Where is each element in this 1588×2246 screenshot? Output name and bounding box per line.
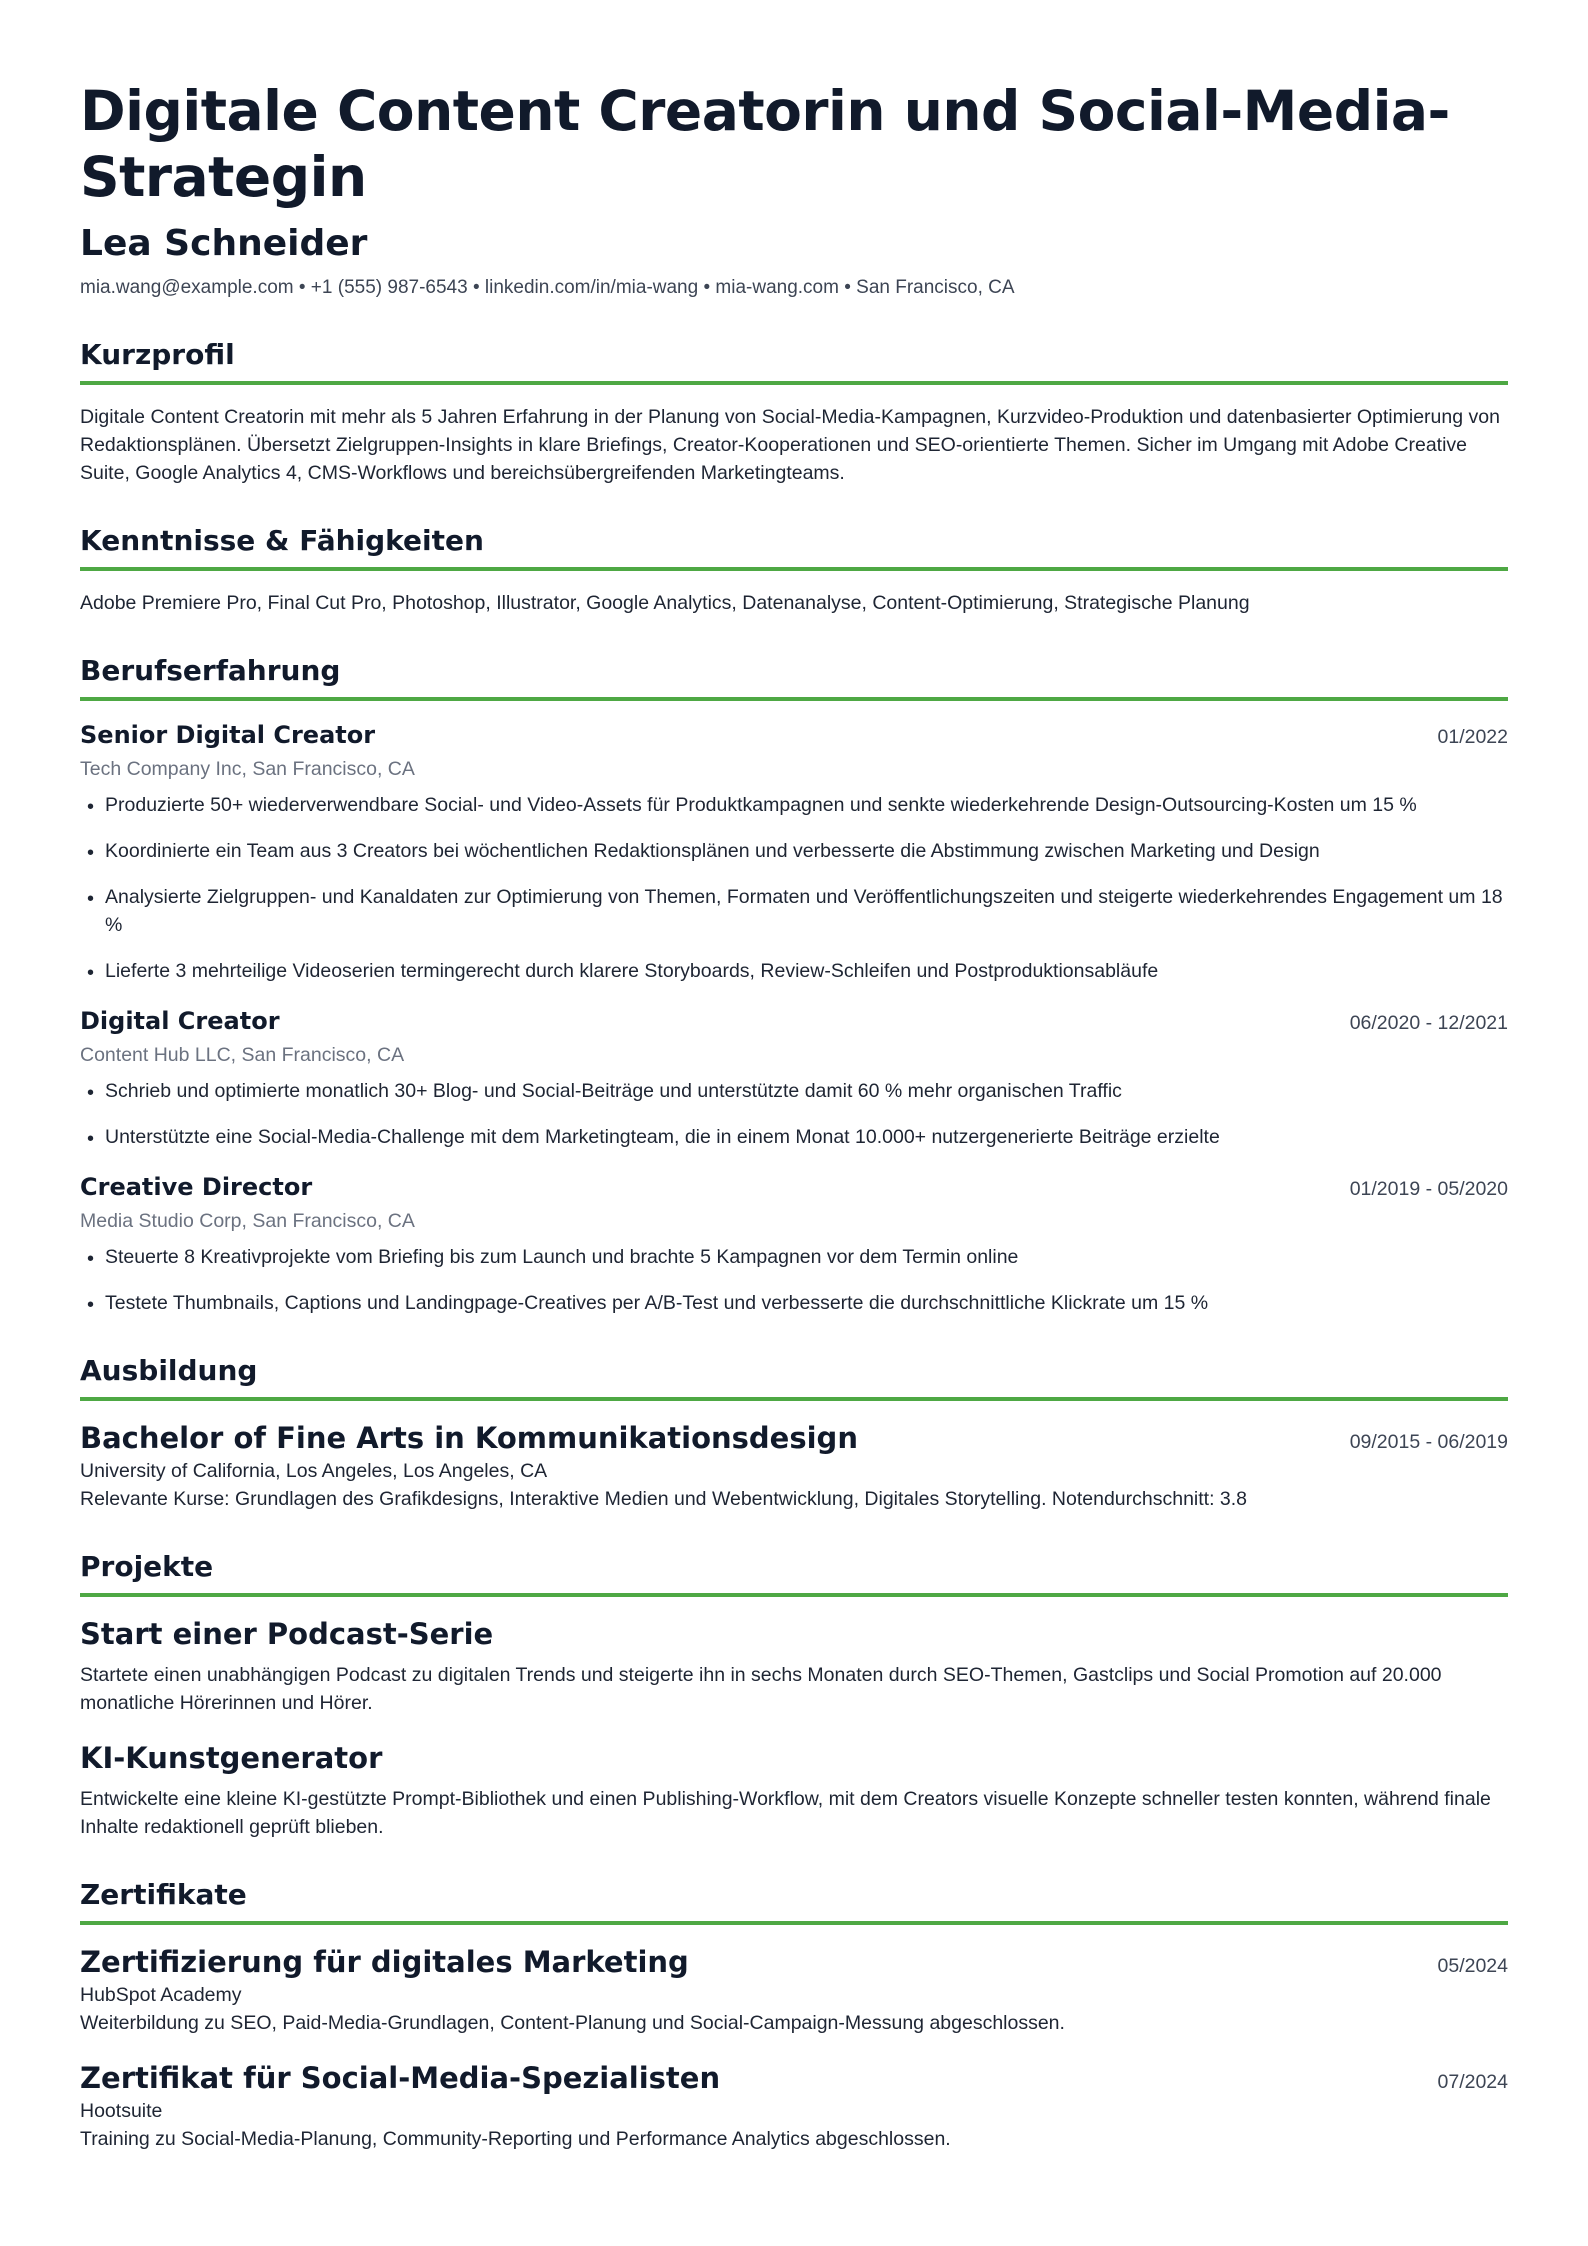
- certificate-date: 05/2024: [1437, 1955, 1508, 1977]
- job-bullet: • Koordinierte ein Team aus 3 Creators bei wöchentlichen Redaktionsplänen und verbesserte die Abstimmung zwischen Marketing und Design: [80, 837, 1508, 865]
- certificate-description: Weiterbildung zu SEO, Paid-Media-Grundlagen, Content-Planung und Social-Campaign-Messung abgeschlossen.: [80, 2012, 1065, 2034]
- projects-heading: Projekte: [80, 1549, 1508, 1597]
- job-bullet: • Steuerte 8 Kreativprojekte vom Briefing bis zum Launch und brachte 5 Kampagnen vor dem Termin online: [80, 1243, 1508, 1271]
- experience-list: [80, 719, 1508, 1317]
- job-bullets: [80, 1077, 1508, 1151]
- job-bullet: • Schrieb und optimierte monatlich 30+ Blog- und Social-Beiträge und unterstützte damit 60 % mehr organischen Traffic: [80, 1077, 1508, 1105]
- experience-heading: Berufserfahrung: [80, 653, 1508, 701]
- job-company: Tech Company Inc, San Francisco, CA: [80, 758, 415, 780]
- certificate-entry: [80, 2059, 1508, 2153]
- certificate-issuer: HubSpot Academy: [80, 1984, 242, 2006]
- job-title: Senior Digital Creator: [80, 721, 376, 749]
- certificate-issuer: Hootsuite: [80, 2100, 163, 2122]
- skills-section: [80, 523, 1508, 617]
- job-date: 01/2022: [1437, 726, 1508, 748]
- job-date: 06/2020 - 12/2021: [1349, 1012, 1508, 1034]
- projects-list: [80, 1615, 1508, 1841]
- skills-heading: Kenntnisse & Fähigkeiten: [80, 523, 1508, 571]
- education-section: [80, 1353, 1508, 1513]
- job-bullet: • Lieferte 3 mehrteilige Videoserien termingerecht durch klarere Storyboards, Review-Schleifen und Postproduktionsabläufe: [80, 957, 1508, 985]
- job-title: Creative Director: [80, 1173, 313, 1201]
- project-description: Startete einen unabhängigen Podcast zu digitalen Trends und steigerte ihn in sechs Monaten durch SEO-Themen, Gastclips und Social Promotion auf 20.000 monatliche Hörerinnen und Hörer.: [80, 1664, 1442, 1714]
- projects-section: [80, 1549, 1508, 1841]
- job-bullet: • Unterstützte eine Social-Media-Challenge mit dem Marketingteam, die in einem Monat 10.000+ nutzergenerierte Beiträge erzielte: [80, 1123, 1508, 1151]
- skills-text: Adobe Premiere Pro, Final Cut Pro, Photoshop, Illustrator, Google Analytics, Datenanalyse, Content-Optimierung, Strategische Planung: [80, 592, 1250, 614]
- certificate-description: Training zu Social-Media-Planung, Community-Reporting und Performance Analytics abgeschlossen.: [80, 2128, 951, 2150]
- summary-text: Digitale Content Creatorin mit mehr als 5 Jahren Erfahrung in der Planung von Social-Media-Kampagnen, Kurzvideo-Produktion und datenbasierter Optimierung von Redaktionsplänen. Übersetzt Zielgruppen-Insights in klare Briefings, Creator-Kooperationen und SEO-orientierte Themen. Sicher im Umgang mit Adobe Creative Suite, Google Analytics 4, CMS-Workflows und bereichsübergreifenden Marketingteams.: [80, 406, 1500, 484]
- job-title: Digital Creator: [80, 1007, 280, 1035]
- education-list: [80, 1419, 1508, 1513]
- summary-heading: Kurzprofil: [80, 337, 1508, 385]
- summary-section: [80, 337, 1508, 487]
- certificate-entry: [80, 1943, 1508, 2037]
- job-bullet: • Testete Thumbnails, Captions und Landingpage-Creatives per A/B-Test und verbesserte die durchschnittliche Klickrate um 15 %: [80, 1289, 1508, 1317]
- education-degree: Bachelor of Fine Arts in Kommunikationsdesign: [80, 1421, 858, 1455]
- certificates-section: [80, 1877, 1508, 2153]
- job-company: Content Hub LLC, San Francisco, CA: [80, 1044, 405, 1066]
- contact-line: mia.wang@example.com • +1 (555) 987-6543 • linkedin.com/in/mia-wang • mia-wang.com • San Francisco, CA: [80, 277, 1015, 298]
- job-bullets: [80, 1243, 1508, 1317]
- education-details: Relevante Kurse: Grundlagen des Grafikdesigns, Interaktive Medien und Webentwicklung, Digitales Storytelling. Notendurchschnitt: 3.8: [80, 1488, 1248, 1510]
- job-entry: [80, 1171, 1508, 1317]
- resume-title: Digitale Content Creatorin und Social-Media-Strategin: [80, 79, 1450, 209]
- experience-section: [80, 653, 1508, 1317]
- education-entry: [80, 1419, 1508, 1513]
- certificates-heading: Zertifikate: [80, 1877, 1508, 1925]
- project-title: Start einer Podcast-Serie: [80, 1617, 494, 1651]
- education-school: University of California, Los Angeles, Los Angeles, CA: [80, 1460, 548, 1482]
- job-date: 01/2019 - 05/2020: [1349, 1178, 1508, 1200]
- certificate-date: 07/2024: [1437, 2071, 1508, 2093]
- certificate-title: Zertifizierung für digitales Marketing: [80, 1945, 689, 1979]
- education-heading: Ausbildung: [80, 1353, 1508, 1401]
- certificates-list: [80, 1943, 1508, 2153]
- project-entry: [80, 1739, 1508, 1841]
- job-bullets: [80, 791, 1508, 985]
- job-company: Media Studio Corp, San Francisco, CA: [80, 1210, 415, 1232]
- project-title: KI-Kunstgenerator: [80, 1741, 383, 1775]
- certificate-title: Zertifikat für Social-Media-Spezialisten: [80, 2061, 721, 2095]
- project-description: Entwickelte eine kleine KI-gestützte Prompt-Bibliothek und einen Publishing-Workflow, mit dem Creators visuelle Konzepte schneller testen konnten, während finale Inhalte redaktionell geprüft blieben.: [80, 1788, 1491, 1838]
- job-bullet: • Produzierte 50+ wiederverwendbare Social- und Video-Assets für Produktkampagnen und senkte wiederkehrende Design-Outsourcing-Kosten um 15 %: [80, 791, 1508, 819]
- job-bullet: • Analysierte Zielgruppen- und Kanaldaten zur Optimierung von Themen, Formaten und Veröffentlichungszeiten und steigerte wiederkehrendes Engagement um 18 %: [80, 883, 1508, 939]
- job-entry: [80, 719, 1508, 985]
- candidate-name: Lea Schneider: [80, 223, 368, 264]
- job-entry: [80, 1005, 1508, 1151]
- project-entry: [80, 1615, 1508, 1717]
- education-date: 09/2015 - 06/2019: [1349, 1431, 1508, 1453]
